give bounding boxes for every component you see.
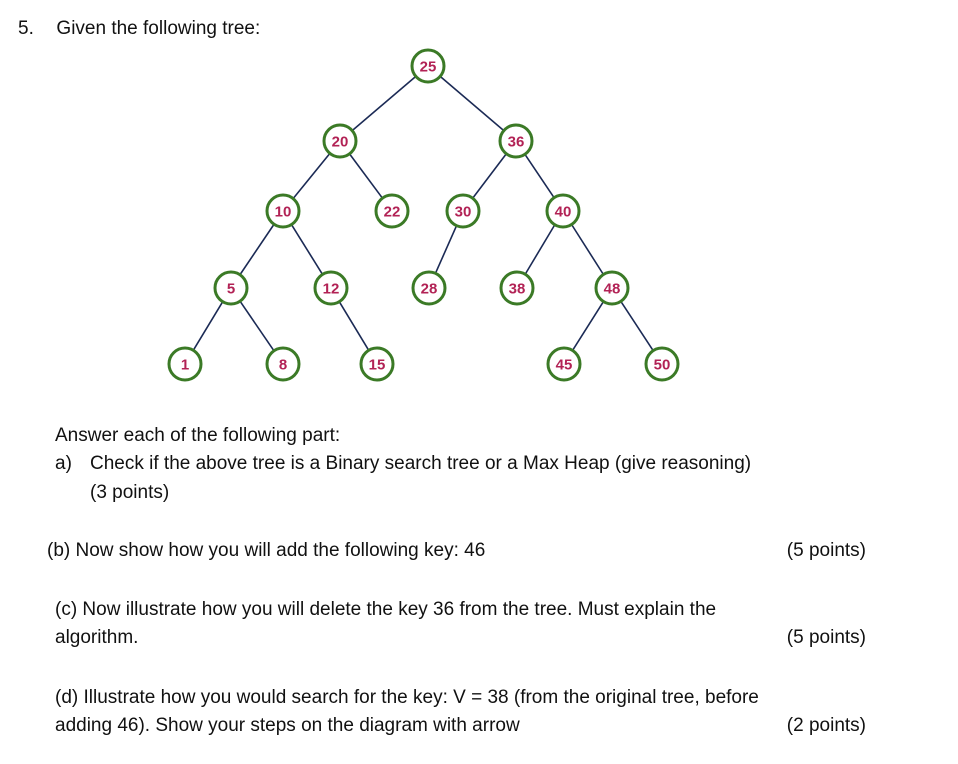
tree-node-22 [376, 195, 408, 227]
tree-node-label: 5 [226, 280, 236, 298]
tree-edge [435, 226, 456, 274]
tree-edge [573, 302, 604, 351]
tree-node-label: 30 [454, 203, 472, 221]
part-d-points: (2 points) [786, 715, 866, 736]
part-d-question: (d) Illustrate how you would search for the key: V = 38 (from the original tree, before [55, 687, 759, 708]
tree-nodes [169, 50, 678, 380]
tree-node-label: 45 [555, 356, 573, 374]
tree-node-25 [412, 50, 444, 82]
tree-edge [350, 154, 383, 198]
tree-edge [193, 302, 222, 351]
question-number: 5. [18, 18, 34, 39]
tree-node-50 [646, 348, 678, 380]
tree-node-label: 48 [603, 280, 621, 298]
tree-node-label: 28 [420, 280, 438, 298]
tree-edge [352, 76, 416, 130]
tree-node-label: 15 [368, 356, 386, 374]
part-b-points: (5 points) [786, 540, 866, 561]
tree-node-12 [315, 272, 347, 304]
part-c-points: (5 points) [786, 627, 866, 648]
tree-node-label: 25 [419, 58, 437, 76]
tree-node-label: 38 [508, 280, 526, 298]
tree-node-label: 12 [322, 280, 340, 298]
tree-node-5 [215, 272, 247, 304]
part-c-question: (c) Now illustrate how you will delete the key 36 from the tree. Must explain the [55, 599, 717, 620]
tree-node-28 [413, 272, 445, 304]
tree-edge [525, 225, 555, 275]
tree-edge [240, 224, 274, 274]
part-c-question-cont: algorithm. [55, 627, 139, 648]
tree-edges [193, 76, 653, 350]
tree-node-20 [324, 125, 356, 157]
tree-node-48 [596, 272, 628, 304]
tree-edge [525, 154, 554, 197]
tree-node-label: 20 [331, 133, 349, 151]
tree-edge [339, 302, 368, 351]
tree-node-label: 36 [507, 133, 525, 151]
tree-edge [473, 154, 507, 198]
tree-node-label: 50 [653, 356, 671, 374]
tree-node-36 [500, 125, 532, 157]
tree-edge [293, 153, 330, 198]
part-a-points: (3 points) [90, 482, 170, 503]
tree-edge [240, 301, 274, 351]
tree-node-label: 8 [278, 356, 288, 374]
tree-node-45 [548, 348, 580, 380]
tree-edge [621, 301, 653, 350]
tree-edge [440, 76, 504, 130]
part-b-question: (b) Now show how you will add the following key: 46 [47, 540, 486, 561]
tree-node-15 [361, 348, 393, 380]
tree-node-label: 22 [383, 203, 401, 221]
question-prompt: Given the following tree: [56, 18, 261, 39]
tree-edge [572, 224, 604, 274]
tree-node-label: 1 [180, 356, 190, 374]
tree-node-1 [169, 348, 201, 380]
part-a-marker: a) [55, 453, 72, 474]
tree-node-38 [501, 272, 533, 304]
tree-node-label: 10 [274, 203, 292, 221]
part-d-question-cont: adding 46). Show your steps on the diagram with arrow [55, 715, 520, 736]
instructions-intro: Answer each of the following part: [55, 425, 341, 446]
tree-node-40 [547, 195, 579, 227]
tree-node-label: 40 [554, 203, 572, 221]
tree-node-8 [267, 348, 299, 380]
tree-node-10 [267, 195, 299, 227]
part-a-question: Check if the above tree is a Binary search tree or a Max Heap (give reasoning) [90, 453, 752, 474]
tree-edge [291, 225, 322, 275]
tree-node-30 [447, 195, 479, 227]
